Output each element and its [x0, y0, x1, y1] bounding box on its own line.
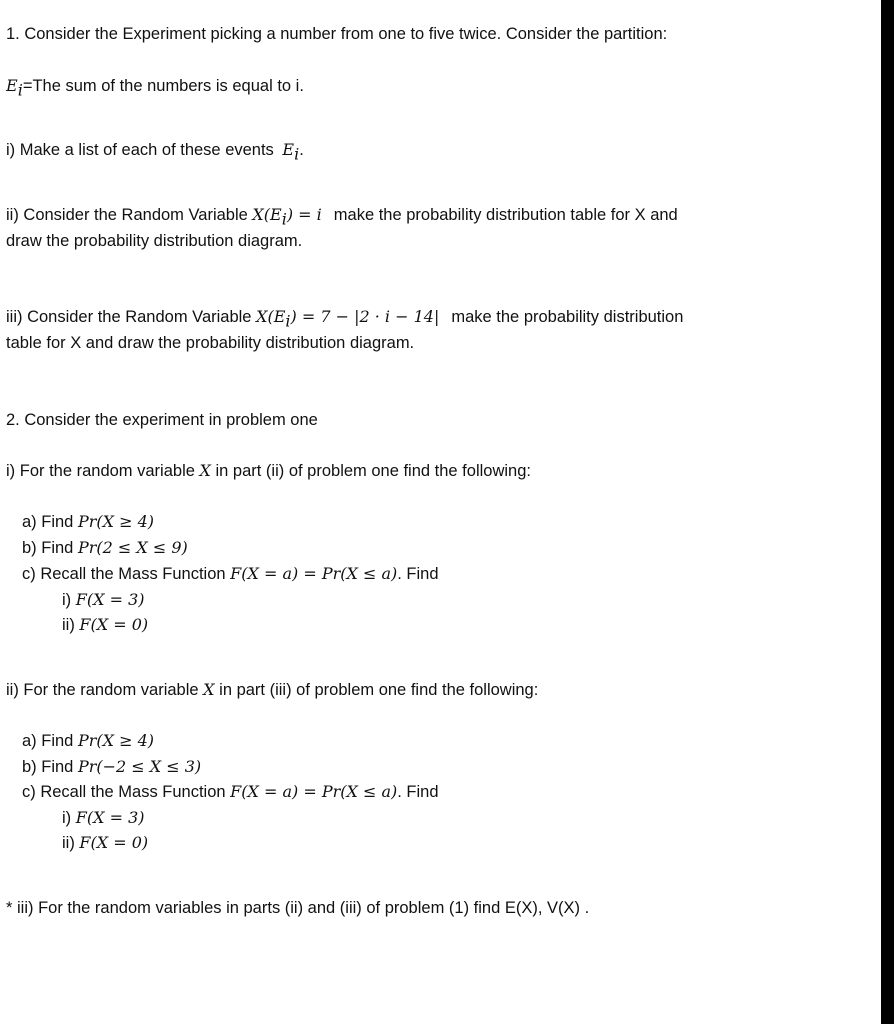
problem2-intro: 2. Consider the experiment in problem one	[6, 411, 318, 429]
problem1-intro: 1. Consider the Experiment picking a number from one to five twice. Consider the partition:	[6, 25, 668, 43]
part-i-text: i) Make a list of each of these events	[6, 141, 279, 159]
part-iii-math-a: X(E	[256, 307, 286, 326]
p2-ii-item-c-ii	[62, 833, 148, 853]
p2-ii-c-label: c) Recall the Mass Function	[22, 783, 231, 801]
p2-i-ci-math: F(X = 3)	[75, 590, 145, 609]
p2-i-item-b	[22, 538, 188, 558]
p2-i-c-math: F(X = a) = Pr(X ≤ a)	[230, 564, 398, 583]
p2-ii-b-math: Pr(−2 ≤ X ≤ 3)	[77, 757, 202, 776]
partition-symbol: E	[6, 76, 18, 95]
p2-ii-ci-label: i)	[62, 809, 76, 827]
p2-i-cii-label: ii)	[62, 616, 80, 634]
part-ii-sub: i	[281, 209, 287, 229]
part-ii-lead: ii) Consider the Random Variable	[6, 206, 253, 224]
p2-i-a-label: a) Find	[22, 513, 78, 531]
p2-i-item-c-ii	[62, 615, 148, 635]
p2-ii-a-math: Pr(X ≥ 4)	[77, 731, 154, 750]
p2-i-var: X	[199, 461, 211, 480]
p2-i-cii-math: F(X = 0)	[79, 615, 149, 634]
p2-i-b-math: Pr(2 ≤ X ≤ 9)	[77, 538, 188, 557]
p2-ii-tail: in part (iii) of problem one find the following:	[214, 681, 539, 699]
part-iii-sub: i	[285, 311, 291, 331]
p2-i-item-c-i	[62, 590, 144, 610]
problem2-part-iii: * iii) For the random variables in parts (ii) and (iii) of problem (1) find E(X), V(X) .	[6, 899, 590, 917]
p2-i-item-c	[22, 564, 439, 584]
part-i-end: .	[299, 141, 304, 159]
p2-i-tail: in part (ii) of problem one find the following:	[210, 462, 531, 480]
right-edge-bar	[881, 0, 894, 1024]
p2-ii-c-math: F(X = a) = Pr(X ≤ a)	[230, 782, 398, 801]
p2-i-b-label: b) Find	[22, 539, 78, 557]
p2-ii-a-label: a) Find	[22, 732, 78, 750]
p2-ii-item-c-i	[62, 808, 144, 828]
p2-i-c-label: c) Recall the Mass Function	[22, 565, 231, 583]
part-i-math: E	[282, 140, 295, 159]
p2-ii-item-a	[22, 731, 154, 751]
p2-ii-item-c	[22, 782, 439, 802]
partition-text: =The sum of the numbers is equal to i.	[22, 77, 304, 95]
p2-i-lead: i) For the random variable	[6, 462, 200, 480]
p2-ii-c-end: . Find	[397, 783, 439, 801]
p2-ii-cii-math: F(X = 0)	[79, 833, 149, 852]
p2-ii-item-b	[22, 757, 201, 777]
p2-ii-ci-math: F(X = 3)	[75, 808, 145, 827]
problem2-part-i	[6, 461, 531, 481]
problem1-partition	[6, 76, 304, 100]
part-i-sub: i	[294, 144, 300, 164]
p2-i-a-math: Pr(X ≥ 4)	[77, 512, 154, 531]
problem1-part-ii	[6, 205, 678, 229]
problem2-part-ii	[6, 680, 538, 700]
partition-sub: i	[17, 80, 23, 100]
p2-i-ci-label: i)	[62, 591, 76, 609]
part-iii-math-b: ) = 7 − |2 · i − 14|	[290, 307, 440, 326]
p2-ii-b-label: b) Find	[22, 758, 78, 776]
part-iii-tail: make the probability distribution	[451, 308, 684, 326]
problem1-part-iii-line2: table for X and draw the probability distribution diagram.	[6, 334, 415, 352]
part-iii-lead: iii) Consider the Random Variable	[6, 308, 257, 326]
part-ii-math-b: ) = i	[286, 205, 322, 224]
p2-ii-cii-label: ii)	[62, 834, 80, 852]
problem1-part-iii	[6, 307, 683, 331]
problem1-part-ii-line2: draw the probability distribution diagram.	[6, 232, 303, 250]
p2-i-item-a	[22, 512, 154, 532]
p2-ii-lead: ii) For the random variable	[6, 681, 204, 699]
part-ii-math-a: X(E	[252, 205, 282, 224]
p2-i-c-end: . Find	[397, 565, 439, 583]
part-ii-tail: make the probability distribution table for X and	[333, 206, 678, 224]
p2-ii-var: X	[203, 680, 215, 699]
problem1-part-i	[6, 140, 304, 164]
